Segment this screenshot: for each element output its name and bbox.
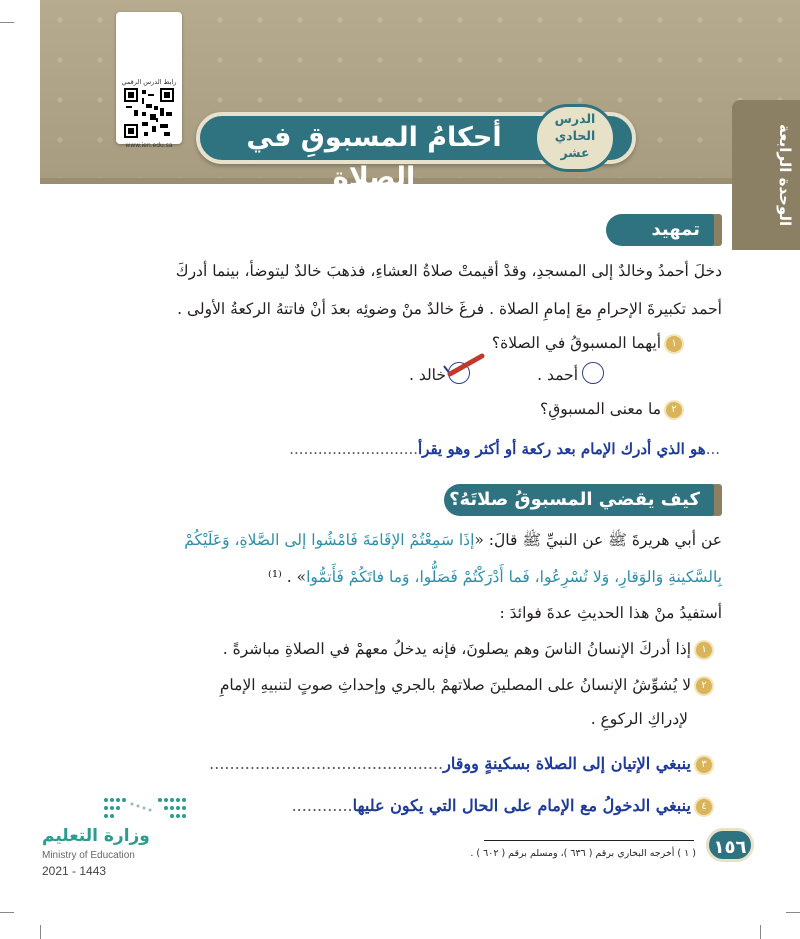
- answer-2-text: هو الذي أدرك الإمام بعد ركعة أو أكثر وهو يقرأ: [418, 440, 706, 458]
- benefit-number-badge: ٣: [696, 757, 712, 773]
- intro-line-2: أحمد تكبيرةَ الإحرامِ معَ إمامِ الصلاة . فرغَ خالدٌ منْ وضوئِه بعدَ أنْ فاتتهُ الركعةُ الأولى .: [177, 300, 722, 318]
- page-number: ١٥٦: [706, 828, 754, 862]
- benefit-4: ٤ ينبغي الدخولُ مع الإمام على الحال التي يكون عليها............: [220, 796, 712, 815]
- vision-2030-logo-icon: [100, 792, 190, 824]
- qr-url[interactable]: www.ien.edu.sa: [125, 142, 173, 149]
- ministry-logo-arabic: وزارة التعليم: [42, 826, 150, 846]
- hadith-line-1: عن أبي هريرةَ ﷺ عن النبيِّ ﷺ قالَ: «إذَا سَمِعْتُمْ الإقَامَةَ فَامْشُوا إلى الصَّلاةِ، وَعَلَيْكُمْ: [184, 531, 722, 549]
- edition-year: 2021 - 1443: [42, 864, 107, 878]
- crop-mark: [786, 912, 800, 913]
- benefits-intro: أستفيدُ منْ هذا الحديثِ عدةَ فوائدَ :: [499, 604, 722, 622]
- benefit-number-badge: ٢: [696, 678, 712, 694]
- qr-code-icon[interactable]: [124, 88, 174, 138]
- unit-tab-label: الوحدة الرابعة: [776, 123, 794, 227]
- crop-mark: [0, 22, 14, 23]
- crop-mark: [0, 912, 14, 913]
- question-2-text: ما معنى المسبوقِ؟: [540, 400, 662, 418]
- question-1: [300, 334, 682, 352]
- lesson-number-label: الدرس الحادي عشر: [554, 111, 596, 160]
- footnote-divider: [484, 840, 694, 841]
- qr-card[interactable]: [116, 12, 182, 149]
- lesson-title: أحكامُ المسبوقِ في الصلاة: [246, 122, 502, 193]
- question-number-badge: ٢: [666, 402, 682, 418]
- benefit-number-badge: ١: [696, 642, 712, 658]
- footnote: ( ١ ) أخرجه البخاري برقم ( ٦٣٦ )، ومسلم برقم ( ٦٠٢ ) .: [470, 848, 696, 859]
- hadith-line-2: بِالسَّكينةِ وَالوَقارِ، وَلا تُسْرِعُوا، فَما أَدْرَكْتُمْ فَصَلُّوا، وَما فاتَكُمْ فَأَتمُّوا» . ⁽¹⁾: [268, 568, 722, 586]
- benefit-2-cont: لإدراكِ الركوعِ .: [590, 710, 688, 728]
- benefit-2: ٢ لا يُشوِّشُ الإنسانُ على المصلينَ صلاتهمْ بالجري وإحداثِ صوتٍ لتنبيهِ الإمامِ: [40, 676, 712, 694]
- section-heading-how: كيف يقضي المسبوقُ صلاتَهُ؟: [444, 484, 716, 516]
- section-heading-intro: تمهيد: [606, 214, 716, 246]
- question-number-badge: ١: [666, 336, 682, 352]
- checkmark-icon: [440, 352, 486, 382]
- benefit-number-badge: ٤: [696, 799, 712, 815]
- crop-mark: [760, 925, 761, 939]
- question-1-text: أيهما المسبوقُ في الصلاة؟: [491, 334, 662, 352]
- radio-ahmad[interactable]: [582, 362, 604, 384]
- question-2: [300, 400, 682, 418]
- header-divider: [40, 178, 800, 184]
- qr-label: رابط الدرس الرقمي: [121, 78, 177, 86]
- answer-2-line: ...هو الذي أدرك الإمام بعد ركعة أو أكثر وهو يقرأ...........................: [289, 440, 720, 458]
- ministry-logo-english: Ministry of Education: [42, 850, 135, 861]
- option-ahmad-label: أحمد .: [537, 366, 578, 384]
- intro-line-1: دخلَ أحمدُ وخالدٌ إلى المسجدِ، وقدْ أقيمتْ صلاةُ العشاءِ، فذهبَ خالدٌ ليتوضأ، بينما أدركَ: [175, 262, 722, 280]
- benefit-1: ١ إذا أدركَ الإنسانُ الناسَ وهم يصلونَ، فإنه يدخلُ معهمْ في الصلاةِ مباشرةً .: [40, 640, 712, 658]
- benefit-4-answer: ينبغي الدخولُ مع الإمام على الحال التي يكون عليها: [352, 796, 691, 815]
- benefit-3: ٣ ينبغي الإتيان إلى الصلاة بسكينةٍ ووقار..............................................: [100, 754, 712, 773]
- option-khalid-label: خالد .: [408, 366, 446, 384]
- benefit-3-answer: ينبغي الإتيان إلى الصلاة بسكينةٍ ووقار: [443, 754, 691, 773]
- crop-mark: [40, 925, 41, 939]
